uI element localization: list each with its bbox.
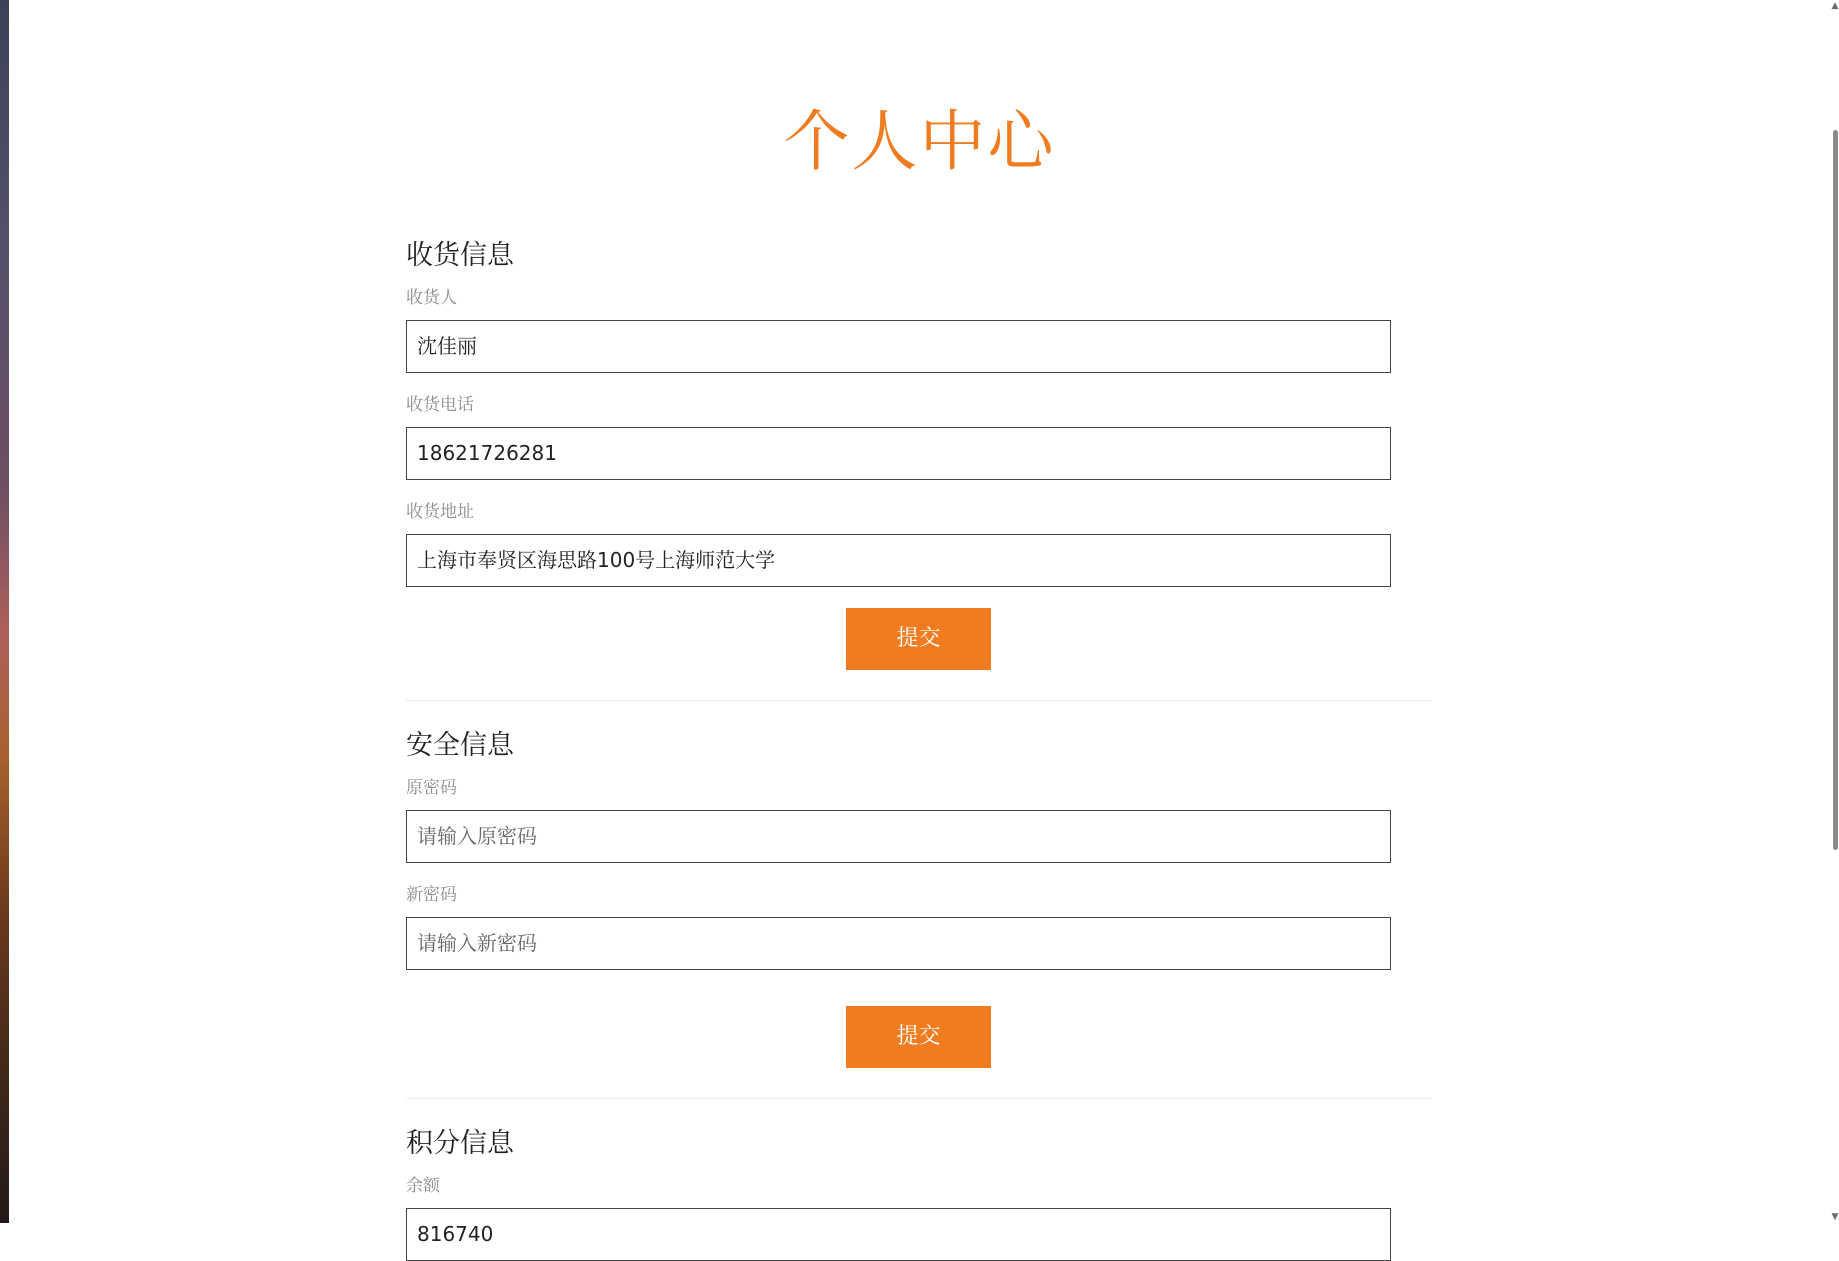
chevron-down-icon[interactable]: ▼ — [1831, 1212, 1839, 1222]
balance-label: 余额 — [406, 1176, 440, 1196]
shipping-section — [406, 232, 1391, 670]
security-heading: 安全信息 — [406, 730, 514, 761]
address-value: 上海市奉贤区海思路100号上海师范大学 — [417, 548, 776, 572]
security-submit-button[interactable]: 提交 — [846, 1006, 991, 1068]
vertical-scrollbar[interactable] — [1831, 0, 1839, 1223]
address-input[interactable] — [406, 534, 1391, 587]
recipient-input[interactable] — [406, 320, 1391, 373]
page-title: 个人中心 — [783, 103, 1056, 180]
old-password-label: 原密码 — [406, 778, 457, 798]
phone-value: 18621726281 — [417, 441, 557, 465]
phone-input[interactable] — [406, 427, 1391, 480]
profile-content — [406, 232, 1432, 1261]
old-password-input[interactable] — [406, 810, 1391, 863]
address-label: 收货地址 — [406, 502, 474, 522]
shipping-submit-button[interactable]: 提交 — [846, 608, 991, 670]
recipient-value: 沈佳丽 — [417, 334, 477, 358]
new-password-label: 新密码 — [406, 885, 457, 905]
recipient-label: 收货人 — [406, 288, 457, 308]
new-password-input[interactable] — [406, 917, 1391, 970]
security-button-row — [406, 1006, 1391, 1068]
new-password-placeholder: 请输入新密码 — [417, 931, 537, 955]
shipping-heading: 收货信息 — [406, 240, 514, 271]
chevron-up-icon[interactable]: ▲ — [1831, 1, 1839, 11]
phone-label: 收货电话 — [406, 395, 474, 415]
security-section — [406, 722, 1391, 1068]
points-section — [406, 1120, 1391, 1261]
points-heading: 积分信息 — [406, 1128, 514, 1159]
scrollbar-thumb[interactable] — [1833, 130, 1838, 850]
balance-input[interactable] — [406, 1208, 1391, 1261]
shipping-button-row — [406, 608, 1391, 670]
balance-value: 816740 — [417, 1222, 494, 1246]
old-password-placeholder: 请输入原密码 — [417, 824, 537, 848]
